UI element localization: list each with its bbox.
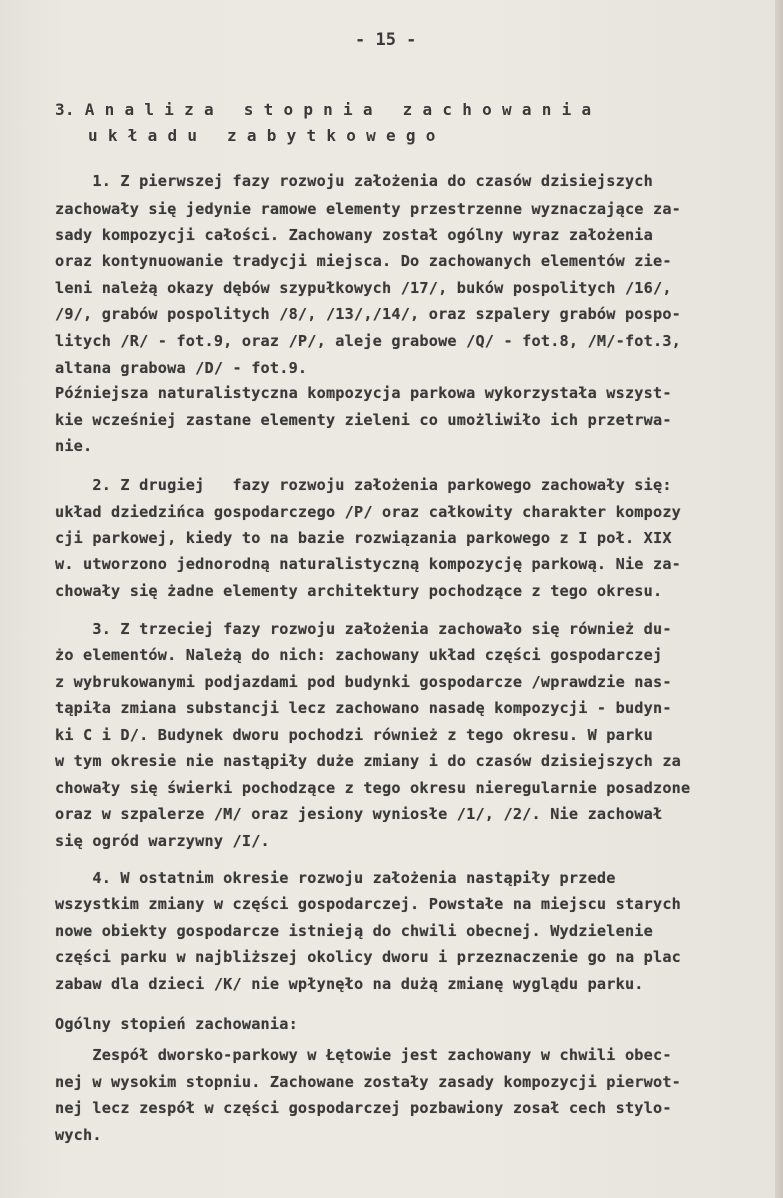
text-line: sady kompozycji całości. Zachowany został ogólny wyraz założenia xyxy=(55,226,653,244)
text-line: wszystkim zmiany w części gospodarczej. Powstałe na miejscu starych xyxy=(55,895,682,913)
text-line: nie. xyxy=(55,437,93,455)
text-line: 3. Z trzeciej fazy rozwoju założenia zachowało się również du- xyxy=(55,620,672,638)
text-line: Zespół dworsko-parkowy w Łętowie jest zachowany w chwili obec- xyxy=(55,1046,672,1064)
text-line: nej lecz zespół w części gospodarczej pozbawiony zosał cech stylo- xyxy=(55,1099,672,1117)
text-line: tąpiła zmiana substancji lecz zachowano nasadę kompozycji - budyn- xyxy=(55,699,672,717)
text-line: chowały się świerki pochodzące z tego okresu nieregularnie posadzone xyxy=(55,779,691,797)
text-line: oraz kontynuowanie tradycji miejsca. Do zachowanych elementów zie- xyxy=(55,252,672,270)
text-line: altana grabowa /D/ - fot.9. xyxy=(55,359,308,377)
text-line: 1. Z pierwszej fazy rozwoju założenia do czasów dzisiejszych xyxy=(55,172,653,190)
text-line: litych /R/ - fot.9, oraz /P/, aleje grabowe /Q/ - fot.8, /M/-fot.3, xyxy=(55,332,682,350)
text-line: Późniejsza naturalistyczna kompozycja parkowa wykorzystała wszyst- xyxy=(55,384,672,402)
text-line: kie wcześniej zastane elementy zieleni co umożliwiło ich przetrwa- xyxy=(55,411,672,429)
text-line: układ dziedzińca gospodarczego /P/ oraz całkowity charakter kompozy xyxy=(55,503,682,521)
page-edge xyxy=(775,0,783,1198)
text-line: chowały się żadne elementy architektury pochodzące z tego okresu. xyxy=(55,582,663,600)
text-line: /9/, grabów pospolitych /8/, /13/,/14/, oraz szpalery grabów pospo- xyxy=(55,305,682,323)
text-line: Ogólny stopień zachowania: xyxy=(55,1015,298,1033)
text-line: w. utworzono jednorodną naturalistyczną kompozycję parkową. Nie za- xyxy=(55,555,682,573)
text-line: ki C i D/. Budynek dworu pochodzi również z tego okresu. W parku xyxy=(55,726,653,744)
page-number: - 15 - xyxy=(355,30,417,50)
text-line: 2. Z drugiej fazy rozwoju założenia parkowego zachowały się: xyxy=(55,476,672,494)
text-line: się ogród warzywny /I/. xyxy=(55,832,270,850)
text-line: żo elementów. Należą do nich: zachowany układ części gospodarczej xyxy=(55,646,663,664)
text-line: wych. xyxy=(55,1126,102,1144)
text-line: leni należą okazy dębów szypułkowych /17/, buków pospolitych /16/, xyxy=(55,279,672,297)
text-line: części parku w najbliższej okolicy dworu i przeznaczenie go na plac xyxy=(55,948,682,966)
text-line: cji parkowej, kiedy to na bazie rozwiązania parkowego z I poł. XIX xyxy=(55,529,672,547)
section-heading-line-2: u k ł a d u z a b y t k o w e g o xyxy=(88,126,436,145)
text-line: nowe obiekty gospodarcze istnieją do chwili obecnej. Wydzielenie xyxy=(55,922,653,940)
section-heading-line-1: 3. A n a l i z a s t o p n i a z a c h o w a n i a xyxy=(55,100,592,119)
text-line: zabaw dla dzieci /K/ nie wpłynęło na dużą zmianę wyglądu parku. xyxy=(55,975,644,993)
text-line: oraz w szpalerze /M/ oraz jesiony wyniosłe /1/, /2/. Nie zachował xyxy=(55,805,663,823)
text-line: nej w wysokim stopniu. Zachowane zostały zasady kompozycji pierwot- xyxy=(55,1073,682,1091)
text-line: w tym okresie nie nastąpiły duże zmiany i do czasów dzisiejszych za xyxy=(55,752,682,770)
text-line: 4. W ostatnim okresie rozwoju założenia nastąpiły przede xyxy=(55,869,616,887)
text-line: zachowały się jedynie ramowe elementy przestrzenne wyznaczające za- xyxy=(55,200,682,218)
text-line: z wybrukowanymi podjazdami pod budynki gospodarcze /wprawdzie nas- xyxy=(55,673,672,691)
